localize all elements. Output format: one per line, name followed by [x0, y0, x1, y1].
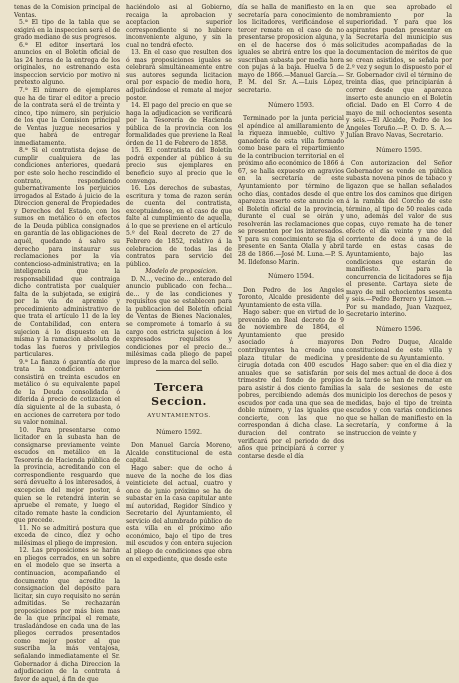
notice-body: Con autorizacion del Señor Gobernador se vende en pública subasta novena pinos de tabaco y ligazon que se hallan señalados entre los dos caminos que dirigen á la rambla del Corcho de este término, al tipo de 50 reales cada uno, además del valor de sus copas, cuyo remate ha de tener efecto el día veinte y uno del corriente de doce á una de la tarde en estas casas de Ayuntamiento, bajo las condiciones que estarán de manifiesto. Y para la concurrencia de licitadores se fija el presente. Cartaya siete de mayo de mil ochocientos sesenta y seis.—Pedro Berrero y Limon.—Por su mandado, Juan Vazquez, Secretario interino. [346, 160, 452, 319]
notice-heading: Don Pedro de los Angeles Toronto, Alcalde presidente del Ayuntamiento de esta villa. [238, 286, 344, 309]
model-title: Modelo de proposicion. [145, 268, 218, 276]
paragraph: 12. Las proposiciones se harán en pliegos cerrados, en un sobre en el modelo que se inserta a continuacion, acompañando el documento que acredite la consignacion del depósito para licitar, sin cuyo requisito no serán admitidas. Se rechazarán proposiciones por más bien mas de la que principal el remate, trasladándose en cada una de las pliegos cerrados presentados como mejor postor al que suscriba la más ventajosa, señalando inmediatamente el Sr. Gobernador á dicha Direccion la adjudicacion de la contrata á favor de aquel, á fin de que [14, 547, 120, 683]
paragraph: 10. Para presentarse como licitador en la subasta han de consignarse previamente veinte escudos en metálico en la Tesorería de Hacienda pública de la provincia, acreditando con el correspondiente resguardo que será devuelto á los interesados, á excepcion del mejor postor, á quien se le retendrá interin se apruebe el remate, y luego el citado remate haste la condicion que precede. [14, 426, 120, 525]
column-2 [126, 4, 232, 563]
paragraph: 13. En el caso que resulten dos ó mas proposiciones iguales se celebrará simultáneamente entre sus autores segunda licitacion oral por espacio de medio hora, adjudicándose el remate al mejor postor. [126, 49, 232, 102]
notice-heading: Don Manuel García Moreno, Alcalde constitucional de esta capital. [126, 442, 232, 465]
column-1 [14, 4, 120, 683]
paragraph: 7.ª El número de ejemplares que ha de tirar el editor a precio de la contrata será el de treinta y cinco, tipo número, sin perjuicio de los que la Comision principal de Ventas juzgue necesarios y que habrá de entregar inmediatamente. [14, 87, 120, 147]
notice-number: Número 1596. [375, 325, 423, 333]
paragraph: 14. El pago del precio en que se haga la adjudicacion se verificará por la Tesorería de Hacienda pública de la provincia con los formalidades que previene la Real órden de 11 de Febrero de 1858. [126, 102, 232, 147]
notice-heading: Don Pedro Duque, Alcalde constitucional de este villa y presidente de su Ayuntamiento. [346, 339, 452, 362]
notice-body: Hago saber: que en el dia diez y seis del mes actual de doce á dos de la tarde se han de rematar en la sala de sesiones de este municipio los derechos de pesos y medidas, bajo el tipo de treinta escudos y con varias condiciones que se hallan de manifiesto en la secretaría, y conforme á la instruccion de veinte y [346, 362, 452, 437]
notice-number: Número 1594. [267, 273, 315, 281]
notice-body: Terminado por la junta pericial el apéndice al amillaramiento de la riqueza inmueble, cultivo y ganadería de esta villa formado como base para el repartimiento de la contribucion territorial en el próximo año económico de 1866 á 67, se halla expuesto en agravios en la secretaría de este Ayuntamiento por término de ocho días, contados desde el que aparezca inserto este anuncio en el Boletín oficial de la provincia, durante el cual se oirán y resolverán las reclamaciones que se presenten por los interesados. Y para su conocimiento se fija el presente en Santa Olalla y abril 28 de 1866.—José M. Luna.—P. S. M. Ildefonso Marin. [238, 115, 344, 266]
section-title: Tercera Seccion. [151, 381, 207, 409]
notice-body: Hago saber: que en virtud de lo prevenido en Real decreto de 9 de noviembre de 1864, el Ayuntamiento que presido asociado á mayores contribuyentes ha creado una plaza titular de medicina y cirugía dotada con 400 escudos anuales que se satisfarán por trimestre del fondo de propios para asistir á dos ciento familias pobres, percibiendo además dos escudos por cada una que sea de doble número, y las iguales que concierte, con las que no correspondan á dicha clase. La duracion del contrato se verificará por el periodo de dos años que principiará á correr y contarse desde el día [238, 309, 344, 460]
paragraph: 15. El contratista del Boletín podrá expender al público á su precio sus ejemplares en beneficio suyo al precio que le convenga. [126, 147, 232, 185]
divider [156, 370, 202, 371]
notice-number: Número 1592. [155, 428, 203, 436]
model-text: D. N..., vecino de... enterado del anuncio publicado con fecha... de... y de las condiciones y requisitos que se establecen para la publicacion del Boletín oficial de Ventas de Bienes Nacionales, se compromete á tomarlo á su cargo con estricta sujecion á los expresados requisitos y condiciones por el precio de... milésimas cada pliego de papel impreso de la marca del sello. [126, 275, 232, 366]
paragraph: 8.ª Si el contratista dejase de cumplir cualquiera de las condiciones anteriores, quedará por este solo hecho rescindido el contrato, respondiendo gubernativamente los perjuicios irrogados al Estado á juicio de la Direccion general de Propiedades y Derechos del Estado, con los sumos en metálico ó en efectos de la Deuda pública consignados en garantía de las obligaciones de aquél, quedando á salvo su derecho para instaurar sus reclamaciones por la vía contencioso-administrativa; en la inteligencia que la responsabilidad que contraiga dicho contratista por cualquier falta de la subjetada, se exigirá por la vía de apremio y procedimiento administrativo de que trata el artículo 11 de la ley de Contabilidad, con entera sujecion á lo dispuesto en la misma y la ramacion absoluta de todas las fueros y privilegios particulares. [14, 147, 120, 359]
notice-body: Hago saber: que de ocho á nueve de la noche de los dias veinticiete del actual, cuatro y once de junio próximo se ha de subastar en la casa capitular ante mí autoridad, Regidor Síndico y Secretario del Ayuntamiento, el servicio del alumbrado público de esta villa en el próximo año económico, bajo el tipo de tres mil escudos y con entera sujecion al pliego de condiciones que obra en el expediente, que desde este [126, 464, 232, 563]
paragraph: 5.ª El tipo de la tabla que se exigirá en la inspeccion será el de grado mediano de sus progresos. [14, 19, 120, 42]
paragraph: día se halla de manifiesto en la secretaría para conocimiento de los licitadores, verificándose el tercer remate en el caso de no presentarse proposicion alguna, y en el de hacerse dos ó más iguales se abrirá entre los que la suscriban subasta por media hora con pujas á la baja. Huelva 5 de mayo de 1866.—Manuel García.—P. M. del Sr. A.—Luis López, secretario. [238, 4, 344, 95]
paragraph: 16. Los derechos de subastas, escritura y toma de razon serán de cuenta del contratista, exceptuándose, en el caso de que falte al cumplimiento de aquella, á lo que se previene en el artículo 5.º del Real decreto de 27 de Febrero de 1852, relativo á la celebracion de todas las de contratos para servicio del público. [126, 185, 232, 268]
paragraph: haciéndolo asi al Gobierno, recaiga la aprobacion y aceptacion superior correspondiente si no hubiere inconveniente alguno, y sin la cual no tendrá efecto. [126, 4, 232, 49]
column-4 [346, 4, 452, 438]
paragraph: 6.ª El editor insertará los anuncios en el Boletín oficial de las 24 horas de la entrega de los originales, no estrenando esta inspeccion servicio por motivo ni pretexto alguno. [14, 41, 120, 87]
notice-number: Número 1593. [267, 101, 315, 109]
paragraph: 9.ª La fianza ó garantía de que trata la condicion anterior consistirá en treinta escudos en metálico ó su equivalente papel de la Deuda consolidada ó diferida á precio de cotizacion el día siguiente al de la subasta, ó en acciones de carretera por todo su valor nominal. [14, 358, 120, 427]
paragraph: tenas de la Comision principal de Ventas. [14, 4, 120, 19]
column-3 [238, 4, 344, 460]
notice-number: Número 1595. [375, 146, 423, 154]
paragraph: en que sea aprobado el nombramiento por la superioridad. Y para que los aspirantes puedan presentar en la Secretaría del municipio sus solicitudes acompañadas de la documentacion de méritos de que se crean asistidos, se señala por 2.º vez y segun lo dispuesto por el Sr. Gobernador civil el término de treinta días, que principiarán á correr desde que aparezca inserto este anuncio en el Boletín oficial. Dado en El Corro 4 de mayo de mil ochocientos sesenta y seis.—El Alcalde, Pedro de los Angeles Toruño.—P. O. D. S. A.—Julian Bravo Navas, Secretario. [346, 4, 452, 140]
section-subtitle: AYUNTAMIENTOS. [147, 413, 211, 420]
paragraph: 11. No se admitirá postura que exceda de cinco, diez y ocho milésimas el pliego de impresion. [14, 524, 120, 547]
